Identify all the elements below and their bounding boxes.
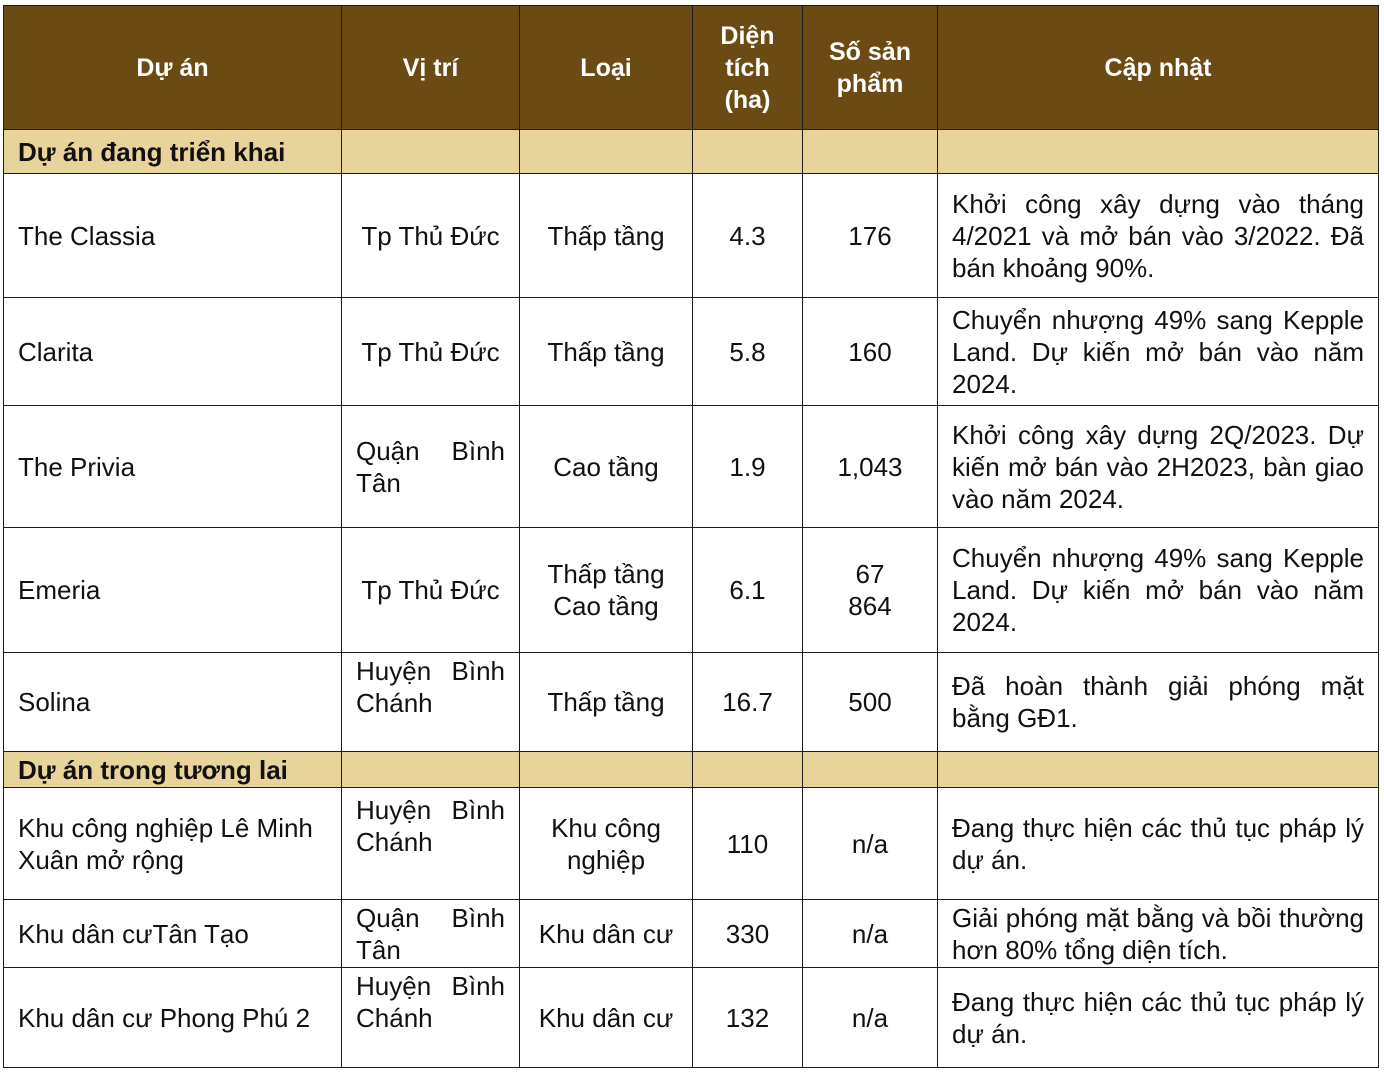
table-row [4,788,1379,900]
cell-products [803,528,938,653]
section-filler [520,752,693,788]
cell-location: Tp Thủ Đức [342,528,520,653]
cell-type: Khu dân cư [520,900,693,968]
table-row [4,653,1379,752]
cell-type: Cao tầng [520,406,693,528]
cell-area: 132 [693,968,803,1068]
cell-project: Solina [4,653,342,752]
cell-location: Tp Thủ Đức [342,298,520,406]
cell-area: 330 [693,900,803,968]
section-title: Dự án đang triển khai [4,130,342,174]
cell-project: Khu dân cư Phong Phú 2 [4,968,342,1068]
cell-update: Chuyển nhượng 49% sang Kepple Land. Dự kiến mở bán vào năm 2024. [938,528,1379,653]
cell-products: n/a [803,900,938,968]
cell-update: Chuyển nhượng 49% sang Kepple Land. Dự kiến mở bán vào năm 2024. [938,298,1379,406]
cell-area: 110 [693,788,803,900]
table-row [4,174,1379,298]
table-row [4,968,1379,1068]
cell-project: Khu dân cưTân Tạo [4,900,342,968]
header-products-line: Số sản [829,37,911,66]
section-filler [520,130,693,174]
section-filler [342,752,520,788]
cell-products: 500 [803,653,938,752]
cell-location: Huyện Bình Chánh [342,968,520,1068]
cell-type: Thấp tầng [520,174,693,298]
cell-products: 176 [803,174,938,298]
cell-area: 5.8 [693,298,803,406]
header-area-line: tích [725,53,770,82]
cell-products-line: 864 [848,591,892,621]
section-filler [342,130,520,174]
section-filler [803,130,938,174]
cell-project: Emeria [4,528,342,653]
cell-products: 1,043 [803,406,938,528]
section-filler [938,130,1379,174]
section-row [4,130,1379,174]
table-row [4,406,1379,528]
section-filler [938,752,1379,788]
cell-type-line: Cao tầng [553,591,659,621]
header-area [693,6,803,130]
cell-area: 1.9 [693,406,803,528]
header-update: Cập nhật [938,6,1379,130]
section-title: Dự án trong tương lai [4,752,342,788]
cell-update: Đang thực hiện các thủ tục pháp lý dự án. [938,968,1379,1068]
header-location: Vị trí [342,6,520,130]
section-filler [693,752,803,788]
cell-update: Đang thực hiện các thủ tục pháp lý dự án. [938,788,1379,900]
cell-products: n/a [803,968,938,1068]
cell-type-line: Thấp tầng [547,559,665,589]
cell-type: Khu công nghiệp [520,788,693,900]
header-area-line: (ha) [724,85,771,114]
cell-type [520,528,693,653]
table-row [4,298,1379,406]
cell-type: Khu dân cư [520,968,693,1068]
table-header-row [4,6,1379,130]
header-products-line: phẩm [836,69,904,98]
cell-project: The Classia [4,174,342,298]
cell-products: 160 [803,298,938,406]
cell-location: Quận Bình Tân [342,900,520,968]
cell-project: Khu công nghiệp Lê Minh Xuân mở rộng [4,788,342,900]
cell-update: Giải phóng mặt bằng và bồi thường hơn 80% tổng diện tích. [938,900,1379,968]
cell-update: Khởi công xây dựng vào tháng 4/2021 và mở bán vào 3/2022. Đã bán khoảng 90%. [938,174,1379,298]
header-products [803,6,938,130]
header-type: Loại [520,6,693,130]
cell-project: The Privia [4,406,342,528]
header-project: Dự án [4,6,342,130]
cell-location: Tp Thủ Đức [342,174,520,298]
cell-type: Thấp tầng [520,298,693,406]
cell-area: 4.3 [693,174,803,298]
cell-products-line: 67 [855,559,885,589]
cell-location: Quận Bình Tân [342,406,520,528]
cell-project: Clarita [4,298,342,406]
cell-area: 6.1 [693,528,803,653]
cell-location: Huyện Bình Chánh [342,653,520,752]
header-area-line: Diện [720,21,775,50]
cell-products: n/a [803,788,938,900]
cell-type: Thấp tầng [520,653,693,752]
table-row [4,528,1379,653]
cell-area: 16.7 [693,653,803,752]
table-row [4,900,1379,968]
cell-location: Huyện Bình Chánh [342,788,520,900]
section-filler [803,752,938,788]
cell-update: Đã hoàn thành giải phóng mặt bằng GĐ1. [938,653,1379,752]
project-table [3,5,1379,1068]
cell-update: Khởi công xây dựng 2Q/2023. Dự kiến mở bán vào 2H2023, bàn giao vào năm 2024. [938,406,1379,528]
section-row [4,752,1379,788]
section-filler [693,130,803,174]
